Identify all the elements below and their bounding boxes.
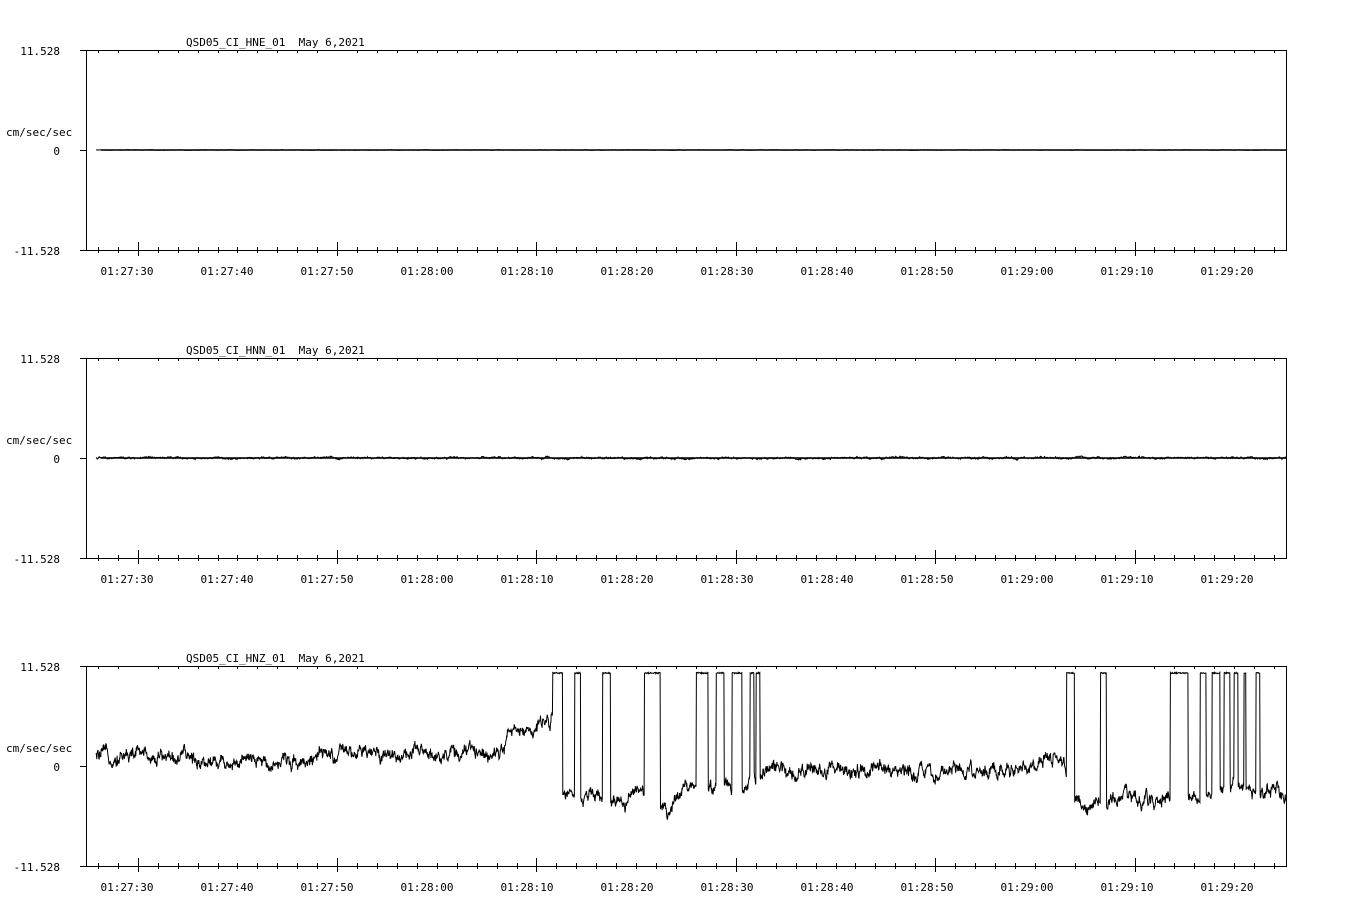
panel-3 (6, 652, 1287, 894)
panel-3-title: QSD05_CI_HNZ_01 May 6,2021 (186, 652, 365, 665)
panel-2-title: QSD05_CI_HNN_01 May 6,2021 (186, 344, 365, 357)
panel-3-ylabel: cm/sec/sec (6, 742, 73, 755)
panel-3-xtick-label: 01:29:10 (1100, 881, 1154, 894)
panel-2-xtick-label: 01:28:50 (900, 573, 954, 586)
panel-1-xtick-label: 01:27:50 (300, 265, 354, 278)
panel-2-xticks (99, 358, 1275, 564)
panel-1-xtick-label: 01:29:10 (1100, 265, 1154, 278)
panel-1-xtick-label: 01:29:00 (1000, 265, 1054, 278)
panel-1-trace (96, 150, 1286, 151)
panel-1-xticks (99, 50, 1275, 256)
panel-2-xtick-label: 01:28:20 (600, 573, 654, 586)
panel-3-xtick-label: 01:28:10 (500, 881, 554, 894)
panel-1-xtick-label: 01:28:10 (500, 265, 554, 278)
panel-2-ytick-bottom: -11.528 (13, 553, 60, 566)
panel-2-xtick-labels (101, 573, 1254, 586)
panel-1-xtick-labels (101, 265, 1254, 278)
panel-3-xticks (99, 666, 1275, 872)
panel-2-xtick-label: 01:29:10 (1100, 573, 1154, 586)
panel-1-ytick-top: 11.528 (20, 45, 60, 58)
panel-1-xtick-label: 01:28:50 (900, 265, 954, 278)
panel-3-yticks (80, 667, 86, 867)
panel-2-yticks (80, 359, 86, 559)
panel-3-xtick-label: 01:27:50 (300, 881, 354, 894)
panel-2-xtick-label: 01:28:10 (500, 573, 554, 586)
panel-2-xtick-label: 01:27:40 (200, 573, 254, 586)
panel-1-xtick-label: 01:28:30 (700, 265, 754, 278)
panel-3-xtick-label: 01:29:00 (1000, 881, 1054, 894)
panel-1-title: QSD05_CI_HNE_01 May 6,2021 (186, 36, 365, 49)
panel-2-xtick-label: 01:28:40 (800, 573, 854, 586)
panel-3-xtick-label: 01:28:00 (400, 881, 454, 894)
panel-1-ytick-bottom: -11.528 (13, 245, 60, 258)
panel-1 (6, 36, 1287, 278)
panel-1-xtick-label: 01:28:00 (400, 265, 454, 278)
panel-1-xtick-label: 01:29:20 (1200, 265, 1254, 278)
panel-1-xtick-label: 01:28:20 (600, 265, 654, 278)
panel-2 (6, 344, 1287, 586)
panel-3-ytick-bottom: -11.528 (13, 861, 60, 874)
panel-3-trace (96, 672, 1286, 819)
panel-1-xtick-label: 01:28:40 (800, 265, 854, 278)
panel-1-ylabel: cm/sec/sec (6, 126, 73, 139)
panel-2-ylabel: cm/sec/sec (6, 434, 73, 447)
panel-1-yticks (80, 51, 86, 251)
panel-3-ytick-top: 11.528 (20, 661, 60, 674)
panel-2-xtick-label: 01:27:30 (100, 573, 154, 586)
panel-3-ytick-zero: 0 (53, 761, 60, 774)
panel-3-xtick-label: 01:28:40 (800, 881, 854, 894)
panel-3-xtick-label: 01:28:20 (600, 881, 654, 894)
panel-2-xtick-label: 01:28:30 (700, 573, 754, 586)
panel-2-xtick-label: 01:27:50 (300, 573, 354, 586)
panel-2-xtick-label: 01:29:00 (1000, 573, 1054, 586)
panel-2-ytick-top: 11.528 (20, 353, 60, 366)
panel-2-xtick-label: 01:28:00 (400, 573, 454, 586)
panel-1-xtick-label: 01:27:40 (200, 265, 254, 278)
panel-3-xtick-label: 01:27:40 (200, 881, 254, 894)
panel-1-xtick-label: 01:27:30 (100, 265, 154, 278)
panel-3-xtick-label: 01:28:50 (900, 881, 954, 894)
panel-3-xtick-label: 01:28:30 (700, 881, 754, 894)
panel-3-xtick-label: 01:29:20 (1200, 881, 1254, 894)
panel-1-ytick-zero: 0 (53, 145, 60, 158)
panel-2-ytick-zero: 0 (53, 453, 60, 466)
panel-3-xtick-labels (101, 881, 1254, 894)
panel-3-xtick-label: 01:27:30 (100, 881, 154, 894)
panel-2-xtick-label: 01:29:20 (1200, 573, 1254, 586)
